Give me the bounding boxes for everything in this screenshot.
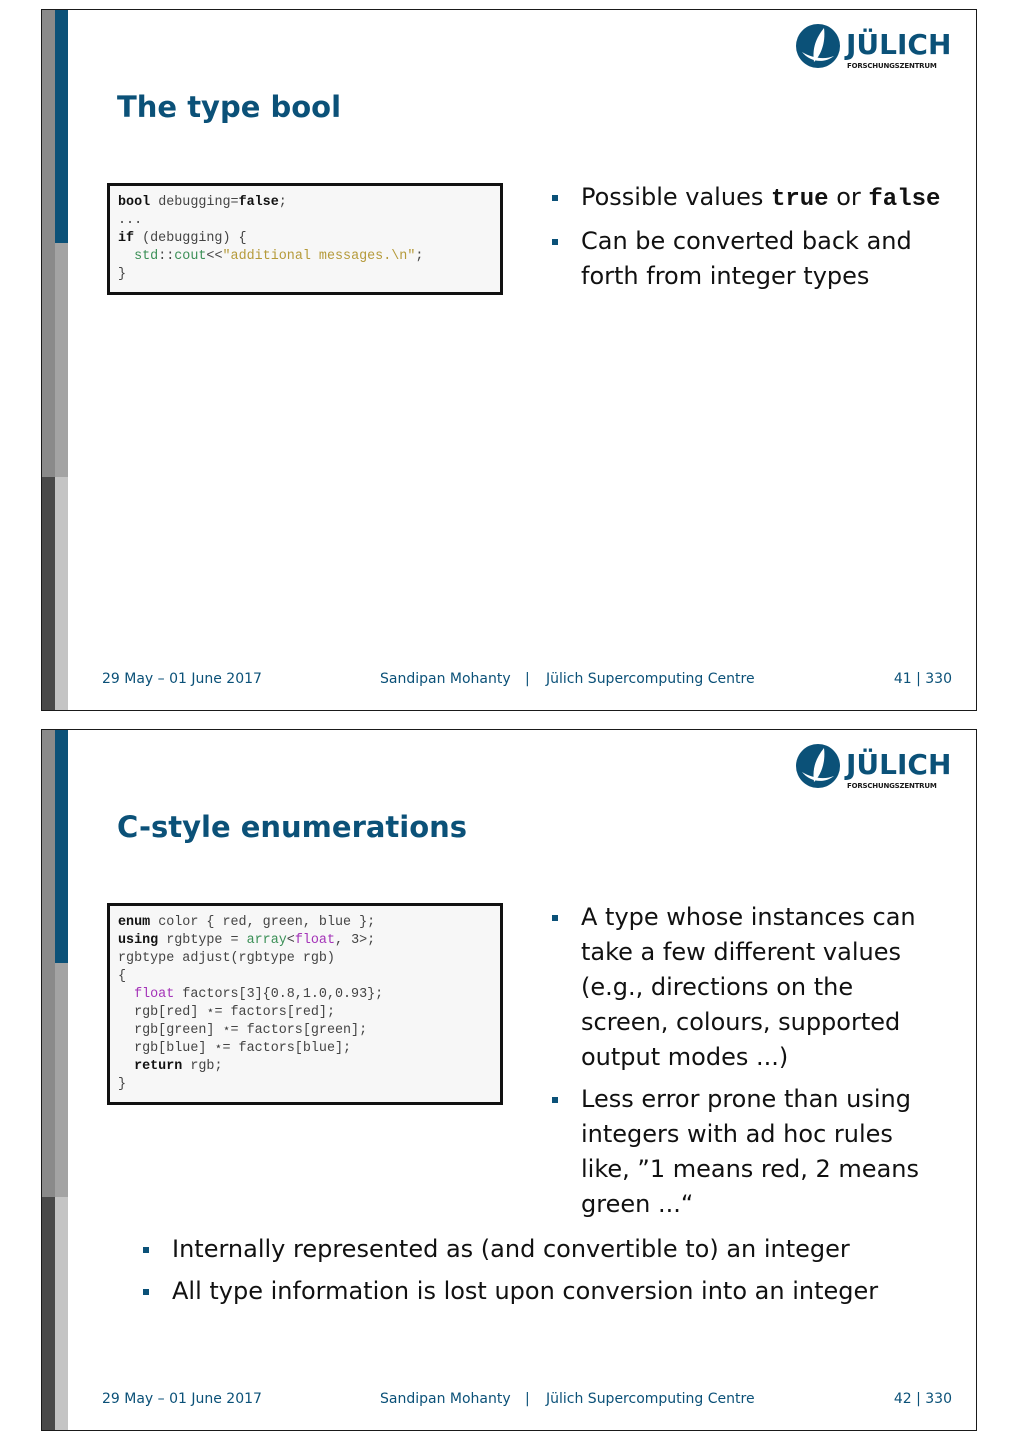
- side-bar-outer: [42, 730, 55, 1430]
- code-token: std: [134, 249, 159, 264]
- code-token: rgbtype =: [158, 933, 247, 948]
- code-token: float: [294, 933, 336, 948]
- side-bar-inner: [55, 10, 68, 710]
- code-token: enum: [118, 915, 151, 930]
- bullet-item: [547, 224, 947, 294]
- logo-wordmark: JÜLICH: [846, 748, 952, 781]
- code-token: rgbtype adjust(rgbtype rgb): [118, 951, 335, 966]
- code-token: [118, 987, 134, 1002]
- julich-logo: [794, 742, 954, 794]
- bullet-text: Possible values: [581, 183, 771, 211]
- julich-logo: [794, 22, 954, 74]
- footer-page-number: 41 | 330: [893, 671, 952, 687]
- code-line: [118, 914, 492, 932]
- bullet-item: [138, 1232, 938, 1267]
- code-line: [118, 230, 492, 248]
- code-token: }: [118, 267, 127, 282]
- code-token: false: [238, 195, 279, 210]
- bullet-text: or: [828, 183, 869, 211]
- code-token: }: [118, 1077, 127, 1092]
- slide-41: [41, 9, 977, 711]
- bullet-marker-icon: [552, 195, 558, 201]
- julich-logo-icon: [794, 22, 842, 70]
- code-token: cout: [174, 249, 207, 264]
- bullet-marker-icon: [552, 239, 558, 245]
- code-token: ...: [118, 213, 143, 228]
- code-line: [118, 1040, 492, 1058]
- bullet-text: Can be converted back and forth from integer types: [581, 227, 912, 290]
- bullet-marker-icon: [143, 1247, 149, 1253]
- code-token: <<: [206, 249, 223, 264]
- code-token: ;: [278, 195, 287, 210]
- code-line: [118, 194, 492, 212]
- code-line: [118, 1022, 492, 1040]
- footer-author: Sandipan Mohanty: [380, 671, 511, 687]
- slide-title: The type bool: [117, 90, 342, 124]
- bullet-list: [547, 180, 947, 301]
- code-token: float: [134, 987, 175, 1002]
- side-bar-outer: [42, 10, 55, 710]
- code-line: [118, 950, 492, 968]
- code-line: [118, 1076, 492, 1094]
- bullet-item: [547, 1082, 947, 1222]
- code-token: ;: [415, 249, 424, 264]
- code-token: rgb[green] ⋆= factors[green];: [118, 1023, 368, 1038]
- footer-date: 29 May – 01 June 2017: [102, 671, 262, 687]
- bullet-code-text: true: [770, 186, 829, 213]
- bullet-code-text: false: [868, 186, 941, 213]
- code-token: if: [118, 231, 135, 246]
- bullet-list: [547, 900, 947, 1229]
- code-line: [118, 248, 492, 266]
- code-token: , 3>;: [335, 933, 376, 948]
- code-block: [107, 183, 503, 295]
- code-token: color { red, green, blue };: [150, 915, 376, 930]
- slide-title: C-style enumerations: [117, 810, 468, 844]
- code-line: [118, 932, 492, 950]
- code-line: [118, 212, 492, 230]
- code-token: (debugging) {: [134, 231, 247, 246]
- code-token: array: [246, 933, 287, 948]
- side-bar-inner: [55, 730, 68, 1430]
- logo-wordmark: JÜLICH: [846, 28, 952, 61]
- code-token: rgb;: [182, 1059, 223, 1074]
- code-token: debugging=: [150, 195, 239, 210]
- logo-subtitle: FORSCHUNGSZENTRUM: [847, 62, 937, 70]
- footer-page-number: 42 | 330: [893, 1391, 952, 1407]
- code-line: [118, 1004, 492, 1022]
- bullet-text: Internally represented as (and convertible to) an integer: [172, 1235, 850, 1263]
- slide-42: [41, 729, 977, 1431]
- bullet-list-wide: [138, 1232, 938, 1316]
- bullet-text: A type whose instances can take a few different values (e.g., directions on the screen, colours, supported output modes ...): [581, 903, 916, 1071]
- footer-separator: |: [525, 1391, 530, 1407]
- code-line: [118, 1058, 492, 1076]
- code-line: [118, 986, 492, 1004]
- code-token: bool: [118, 195, 151, 210]
- code-token: "additional messages.\n": [222, 249, 416, 264]
- code-token: using: [118, 933, 159, 948]
- bullet-item: [547, 180, 947, 217]
- bullet-item: [138, 1274, 938, 1309]
- logo-subtitle: FORSCHUNGSZENTRUM: [847, 782, 937, 790]
- bullet-item: [547, 900, 947, 1075]
- code-line: [118, 266, 492, 284]
- bullet-marker-icon: [552, 1097, 558, 1103]
- code-token: ::: [158, 249, 175, 264]
- code-token: <: [286, 933, 295, 948]
- code-token: [118, 1059, 134, 1074]
- footer-separator: |: [525, 671, 530, 687]
- footer-organization: Jülich Supercomputing Centre: [546, 1391, 755, 1407]
- footer-organization: Jülich Supercomputing Centre: [546, 671, 755, 687]
- julich-logo-icon: [794, 742, 842, 790]
- bullet-text: Less error prone than using integers with ad hoc rules like, ”1 means red, 2 means green ...“: [581, 1085, 919, 1218]
- bullet-text: All type information is lost upon conversion into an integer: [172, 1277, 879, 1305]
- code-block: [107, 903, 503, 1105]
- code-token: [118, 249, 134, 264]
- footer-date: 29 May – 01 June 2017: [102, 1391, 262, 1407]
- code-token: rgb[blue] ⋆= factors[blue];: [118, 1041, 352, 1056]
- code-token: rgb[red] ⋆= factors[red];: [118, 1005, 335, 1020]
- code-token: return: [134, 1059, 183, 1074]
- code-line: [118, 968, 492, 986]
- bullet-marker-icon: [143, 1289, 149, 1295]
- footer-author: Sandipan Mohanty: [380, 1391, 511, 1407]
- code-token: {: [118, 969, 127, 984]
- code-token: factors[3]{0.8,1.0,0.93};: [174, 987, 384, 1002]
- bullet-marker-icon: [552, 915, 558, 921]
